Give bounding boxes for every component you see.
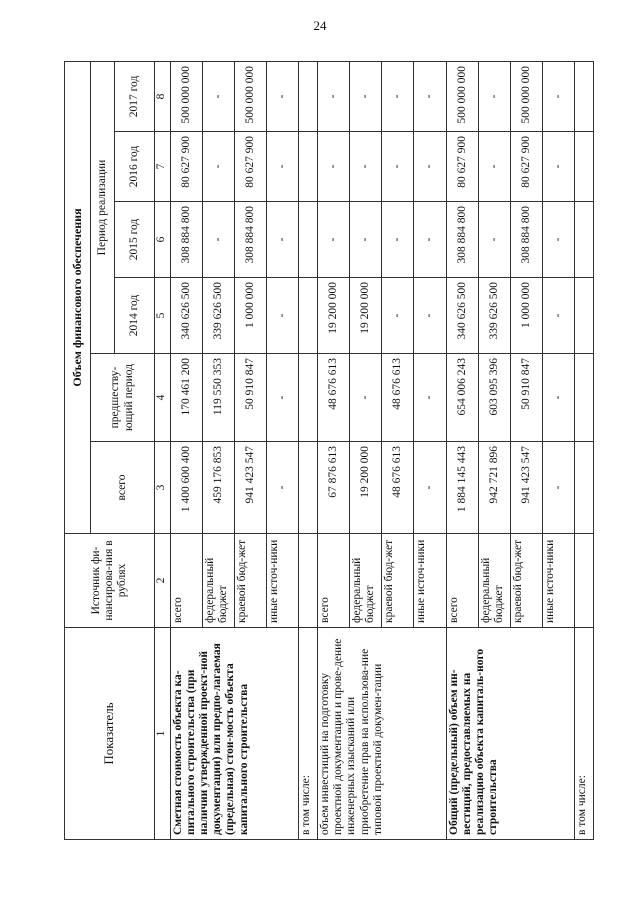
value-cell: 1 400 600 400 — [170, 442, 202, 534]
source-cell: краевой бюд-жет — [382, 534, 414, 628]
value-cell: - — [350, 132, 382, 202]
header-implementation-period: Период реализации — [91, 61, 115, 353]
header-source: Источник фи-нансирова-ния в рублях — [65, 534, 155, 628]
empty-cell — [575, 202, 594, 278]
value-cell: 80 627 900 — [446, 132, 478, 202]
source-cell: краевой бюд-жет — [234, 534, 266, 628]
value-cell: 19 200 000 — [350, 442, 382, 534]
value-cell: - — [350, 354, 382, 442]
header-indicator: Показатель — [65, 628, 155, 840]
empty-cell — [299, 354, 318, 442]
value-cell: - — [382, 202, 414, 278]
source-cell: краевой бюд-жет — [510, 534, 542, 628]
column-number: 1 — [155, 628, 171, 840]
column-number: 3 — [155, 442, 171, 534]
value-cell: - — [543, 61, 575, 131]
empty-cell — [575, 354, 594, 442]
separator-row — [575, 61, 594, 839]
value-cell: 459 176 853 — [202, 442, 234, 534]
value-cell: 80 627 900 — [510, 132, 542, 202]
column-number: 2 — [155, 534, 171, 628]
value-cell: - — [382, 132, 414, 202]
source-cell: всего — [446, 534, 478, 628]
value-cell: - — [478, 202, 510, 278]
value-cell: - — [350, 61, 382, 131]
value-cell: - — [267, 442, 299, 534]
separator-label: в том числе: — [299, 628, 318, 840]
value-cell: 48 676 613 — [382, 354, 414, 442]
source-cell: иные источ-ники — [543, 534, 575, 628]
column-number: 7 — [155, 132, 171, 202]
value-cell: 308 884 800 — [170, 202, 202, 278]
page-number: 24 — [313, 18, 327, 33]
source-cell: иные источ-ники — [267, 534, 299, 628]
value-cell: 308 884 800 — [510, 202, 542, 278]
value-cell: - — [267, 132, 299, 202]
value-cell: - — [317, 132, 349, 202]
value-cell: - — [202, 202, 234, 278]
value-cell: 1 000 000 — [234, 278, 266, 354]
value-cell: 654 006 243 — [446, 354, 478, 442]
value-cell: - — [202, 61, 234, 131]
value-cell: 80 627 900 — [234, 132, 266, 202]
header-year-2017: 2017 год — [115, 61, 155, 131]
value-cell: 67 876 613 — [317, 442, 349, 534]
value-cell: 500 000 000 — [446, 61, 478, 131]
separator-row — [299, 61, 318, 839]
value-cell: 941 423 547 — [510, 442, 542, 534]
value-cell: - — [202, 132, 234, 202]
column-number: 6 — [155, 202, 171, 278]
value-cell: 308 884 800 — [446, 202, 478, 278]
value-cell: 80 627 900 — [170, 132, 202, 202]
value-cell: - — [382, 278, 414, 354]
header-financing: Объем финансового обеспечения — [65, 61, 91, 533]
value-cell: - — [543, 202, 575, 278]
value-cell: 48 676 613 — [382, 442, 414, 534]
value-cell: 50 910 847 — [510, 354, 542, 442]
value-cell: - — [543, 278, 575, 354]
value-cell: - — [267, 61, 299, 131]
value-cell: 119 550 353 — [202, 354, 234, 442]
value-cell: 942 721 896 — [478, 442, 510, 534]
value-cell: 48 676 613 — [317, 354, 349, 442]
header-year-2014: 2014 год — [115, 278, 155, 354]
header-total: всего — [91, 442, 155, 534]
indicator-cell: Сметная стоимость объекта ка-питального строительства (при наличии утвержденной проект-ной документации) или предпо-лагаемая (предельная) стои-мость объекта капитального строительства — [170, 628, 299, 840]
indicator-cell: объем инвестиций на подготовку проектной документации и прове-дение инженерных изысканий или приобретение прав на использова-ние типовой проектной докумен-тации — [317, 628, 446, 840]
value-cell: 1 884 145 443 — [446, 442, 478, 534]
value-cell: - — [317, 202, 349, 278]
source-cell: всего — [317, 534, 349, 628]
source-cell: федеральный бюджет — [478, 534, 510, 628]
value-cell: - — [543, 132, 575, 202]
value-cell: - — [414, 354, 446, 442]
value-cell: - — [478, 61, 510, 131]
separator-label: в том числе: — [575, 628, 594, 840]
empty-cell — [299, 278, 318, 354]
value-cell: 1 000 000 — [510, 278, 542, 354]
value-cell: - — [350, 202, 382, 278]
value-cell: - — [478, 132, 510, 202]
indicator-cell: Общий (предельный) объем ин-вестиций, предоставляемых на реализацию объекта капиталь-ного строительства — [446, 628, 575, 840]
source-cell: федеральный бюджет — [350, 534, 382, 628]
value-cell: 308 884 800 — [234, 202, 266, 278]
header-year-2015: 2015 год — [115, 202, 155, 278]
column-number: 4 — [155, 354, 171, 442]
source-cell: федеральный бюджет — [202, 534, 234, 628]
rotated-table-wrapper — [64, 62, 594, 840]
empty-cell — [299, 61, 318, 131]
value-cell: - — [414, 132, 446, 202]
value-cell: - — [267, 278, 299, 354]
table-body — [155, 61, 594, 839]
empty-cell — [575, 278, 594, 354]
value-cell: 339 626 500 — [478, 278, 510, 354]
value-cell: - — [414, 442, 446, 534]
value-cell: 339 626 500 — [202, 278, 234, 354]
value-cell: - — [267, 202, 299, 278]
value-cell: 500 000 000 — [234, 61, 266, 131]
value-cell: 603 095 396 — [478, 354, 510, 442]
header-previous-period: предшеству-ющий период — [91, 354, 155, 442]
financing-table — [64, 61, 594, 840]
value-cell: - — [317, 61, 349, 131]
column-number: 5 — [155, 278, 171, 354]
value-cell: 340 626 500 — [446, 278, 478, 354]
empty-cell — [575, 534, 594, 628]
empty-cell — [299, 132, 318, 202]
value-cell: 50 910 847 — [234, 354, 266, 442]
empty-cell — [299, 534, 318, 628]
table-row — [170, 61, 202, 839]
value-cell: - — [382, 61, 414, 131]
table-row — [446, 61, 478, 839]
value-cell: 500 000 000 — [170, 61, 202, 131]
value-cell: 170 461 200 — [170, 354, 202, 442]
column-number: 8 — [155, 61, 171, 131]
table-row — [317, 61, 349, 839]
value-cell: - — [414, 202, 446, 278]
source-cell: иные источ-ники — [414, 534, 446, 628]
empty-cell — [575, 442, 594, 534]
value-cell: 19 200 000 — [317, 278, 349, 354]
value-cell: - — [414, 61, 446, 131]
value-cell: - — [267, 354, 299, 442]
value-cell: - — [543, 442, 575, 534]
value-cell: - — [543, 354, 575, 442]
empty-cell — [575, 61, 594, 131]
column-number-row — [155, 61, 171, 839]
empty-cell — [299, 442, 318, 534]
empty-cell — [299, 202, 318, 278]
value-cell: 340 626 500 — [170, 278, 202, 354]
header-year-2016: 2016 год — [115, 132, 155, 202]
source-cell: всего — [170, 534, 202, 628]
value-cell: 500 000 000 — [510, 61, 542, 131]
value-cell: 941 423 547 — [234, 442, 266, 534]
value-cell: - — [414, 278, 446, 354]
value-cell: 19 200 000 — [350, 278, 382, 354]
empty-cell — [575, 132, 594, 202]
